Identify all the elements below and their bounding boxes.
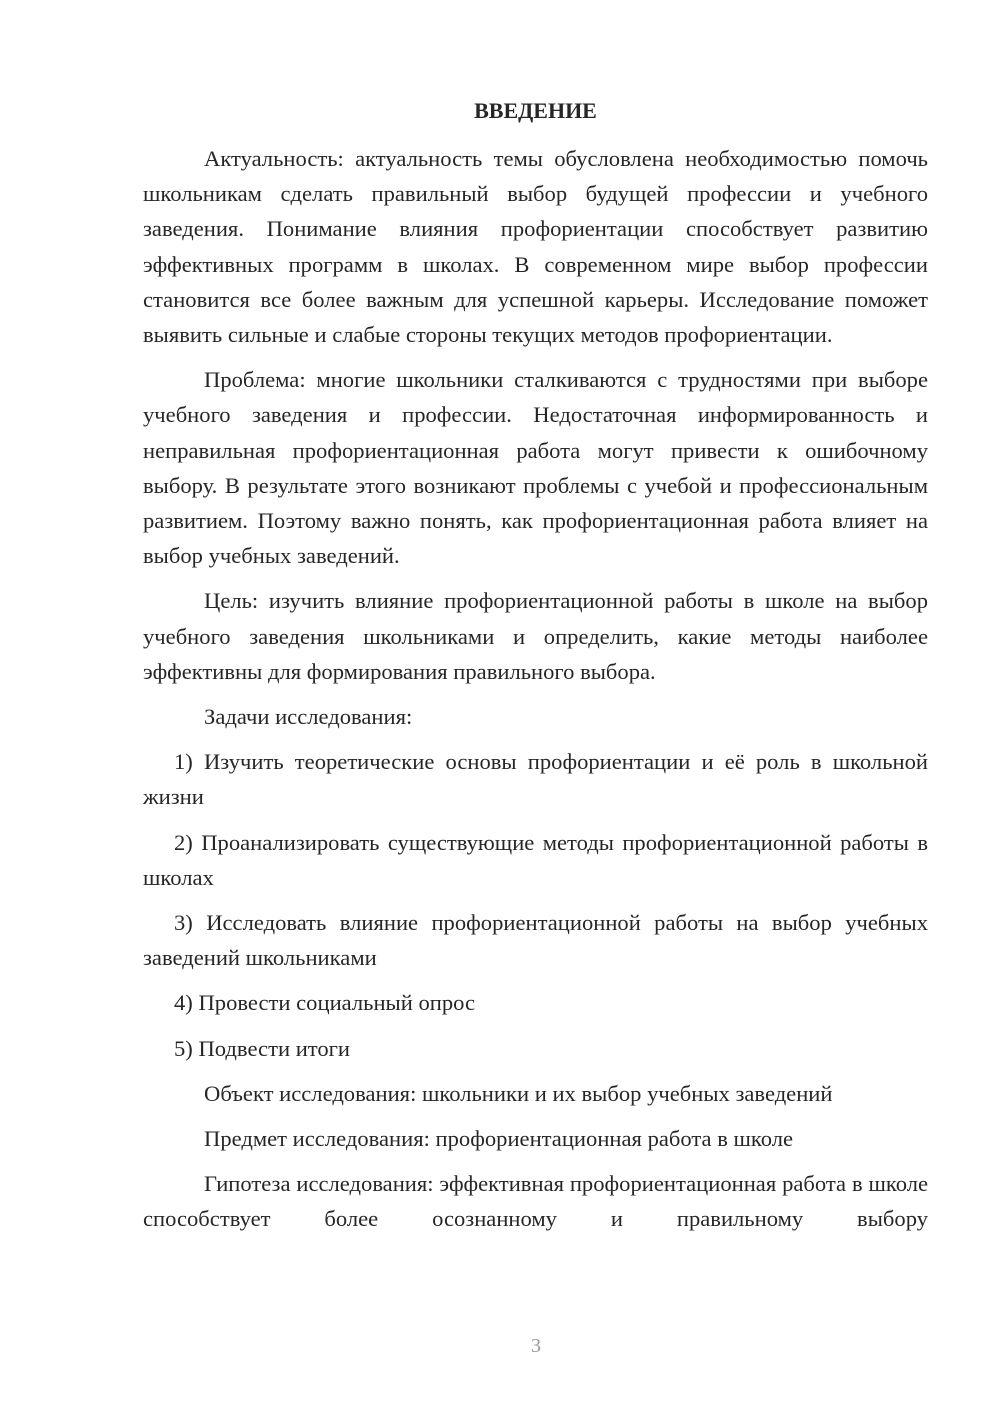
document-body — [143, 141, 928, 1237]
task-item: 4) Провести социальный опрос — [174, 990, 476, 1016]
research-object-paragraph: Объект исследования: школьники и их выбор учебных заведений — [204, 1080, 833, 1106]
task-item: 3) Исследовать влияние профориентационной работы на выбор учебных заведений школьниками — [143, 910, 928, 971]
task-item: 5) Подвести итоги — [174, 1035, 351, 1061]
research-subject-paragraph: Предмет исследования: профориентационная работа в школе — [204, 1126, 794, 1152]
task-item: 2) Проанализировать существующие методы профориентационной работы в школах — [143, 829, 928, 890]
section-heading: ВВЕДЕНИЕ — [474, 98, 597, 123]
task-item: 1) Изучить теоретические основы профориентации и её роль в школьной жизни — [143, 749, 928, 810]
relevance-paragraph: Актуальность: актуальность темы обусловлена необходимостью помочь школьникам сделать правильный выбор будущей профессии и учебного заведения. Понимание влияния профориентации способствует развитию эффективных программ в школах. В современном мире выбор профессии становится все более важным для успешной карьеры. Исследование поможет выявить сильные и слабые стороны текущих методов профориентации. — [143, 146, 928, 348]
page-number: 3 — [531, 1335, 541, 1357]
hypothesis-paragraph: Гипотеза исследования: эффективная профориентационная работа в школе способствует более осознанному и правильному выбору — [143, 1171, 928, 1232]
goal-paragraph: Цель: изучить влияние профориентационной работы в школе на выбор учебного заведения школьниками и определить, какие методы наиболее эффективны для формирования правильного выбора. — [143, 588, 928, 684]
problem-paragraph: Проблема: многие школьники сталкиваются с трудностями при выборе учебного заведения и профессии. Недостаточная информированность и неправильная профориентационная работа могут привести к ошибочному выбору. В результате этого возникают проблемы с учебой и профессиональным развитием. Поэтому важно понять, как профориентационная работа влияет на выбор учебных заведений. — [143, 367, 928, 569]
tasks-heading: Задачи исследования: — [204, 704, 413, 730]
